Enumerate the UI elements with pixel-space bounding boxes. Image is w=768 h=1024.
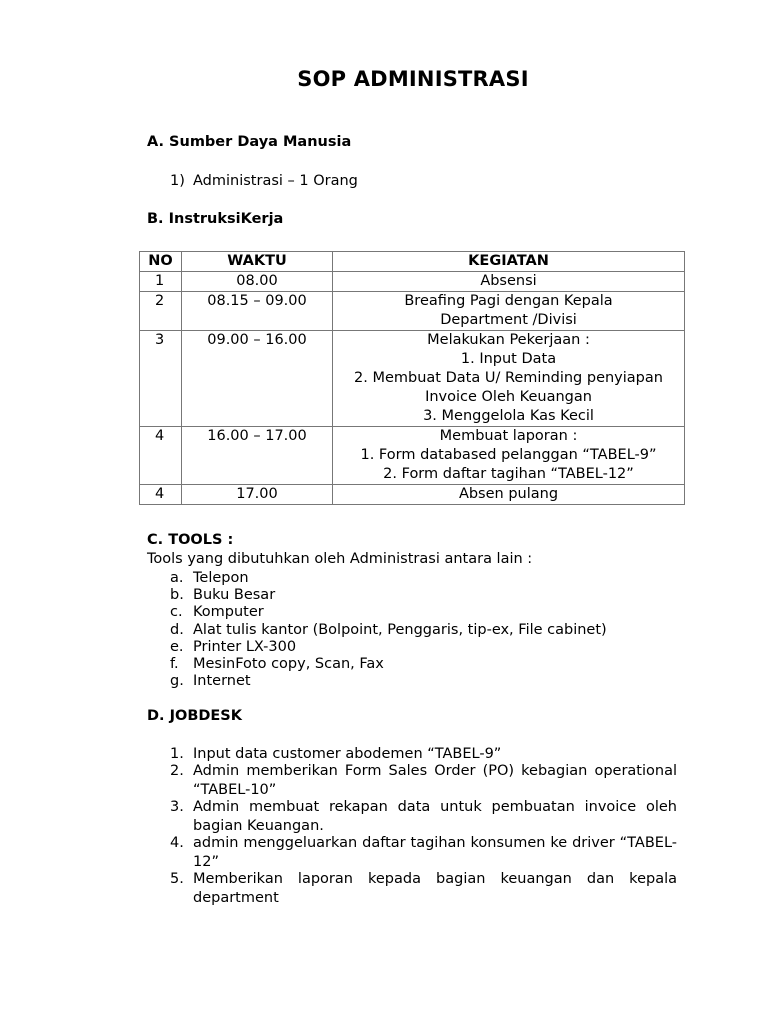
cell-no: 4 xyxy=(140,427,182,485)
list-item xyxy=(170,798,677,836)
list-text: MesinFoto copy, Scan, Fax xyxy=(193,656,384,673)
list-marker: e. xyxy=(170,638,184,655)
section-c-intro: Tools yang dibutuhkan oleh Administrasi antara lain : xyxy=(147,551,533,567)
kegiatan-line: 3. Menggelola Kas Kecil xyxy=(423,408,594,424)
list-marker: 4. xyxy=(170,835,184,851)
table-row xyxy=(140,427,685,485)
cell-kegiatan xyxy=(333,272,685,292)
list-marker: 2. xyxy=(170,763,184,779)
list-item xyxy=(170,870,677,908)
section-a-item: Administrasi – 1 Orang xyxy=(193,173,358,189)
cell-no: 1 xyxy=(140,272,182,292)
kegiatan-line: Department /Divisi xyxy=(440,312,577,328)
table-row xyxy=(140,331,685,427)
kegiatan-line: 1. Input Data xyxy=(460,351,557,367)
list-text: Input data customer abodemen “TABEL-9” xyxy=(193,746,502,762)
instruksi-kerja-table xyxy=(139,251,685,505)
list-marker: d. xyxy=(170,621,184,638)
header-kegiatan: KEGIATAN xyxy=(333,252,685,272)
list-text: Admin memberikan Form Sales Order (PO) kebagian operational “TABEL-10” xyxy=(193,763,677,798)
cell-waktu: 09.00 – 16.00 xyxy=(182,331,333,427)
list-item xyxy=(170,587,607,604)
list-text: admin menggeluarkan daftar tagihan konsumen ke driver “TABEL-12” xyxy=(193,835,677,870)
list-item xyxy=(170,673,607,690)
list-marker: f. xyxy=(170,656,179,673)
cell-no: 3 xyxy=(140,331,182,427)
kegiatan-line: Invoice Oleh Keuangan xyxy=(425,389,592,405)
kegiatan-line: Breafing Pagi dengan Kepala xyxy=(404,293,613,309)
list-item xyxy=(170,762,677,800)
list-text: Komputer xyxy=(193,604,264,621)
cell-no: 4 xyxy=(140,485,182,505)
section-a-heading: A. Sumber Daya Manusia xyxy=(147,134,352,150)
kegiatan-line: Membuat laporan : xyxy=(439,428,578,444)
cell-waktu: 16.00 – 17.00 xyxy=(182,427,333,485)
list-item xyxy=(170,656,607,673)
list-marker: g. xyxy=(170,673,184,690)
kegiatan-line: Melakukan Pekerjaan : xyxy=(427,332,590,348)
table-row xyxy=(140,292,685,331)
header-waktu: WAKTU xyxy=(182,252,333,272)
section-d-heading: D. JOBDESK xyxy=(147,708,242,724)
cell-no: 2 xyxy=(140,292,182,331)
list-marker: 5. xyxy=(170,871,184,887)
list-text: Telepon xyxy=(193,570,249,586)
page-title: SOP ADMINISTRASI xyxy=(297,67,529,91)
list-marker: b. xyxy=(170,587,184,604)
kegiatan-line: 2. Membuat Data U/ Reminding penyiapan xyxy=(354,370,663,386)
list-item xyxy=(170,622,607,639)
kegiatan-line: Absensi xyxy=(480,273,537,289)
cell-kegiatan xyxy=(333,427,685,485)
section-c-heading: C. TOOLS : xyxy=(147,532,234,548)
header-no: NO xyxy=(140,252,182,272)
tools-list xyxy=(170,570,607,690)
cell-kegiatan xyxy=(333,292,685,331)
list-item xyxy=(170,639,607,656)
list-text: Memberikan laporan kepada bagian keuangan dan kepala department xyxy=(193,871,677,906)
kegiatan-line: 2. Form daftar tagihan “TABEL-12” xyxy=(383,466,634,482)
cell-kegiatan xyxy=(333,331,685,427)
list-marker: 3. xyxy=(170,799,184,815)
cell-kegiatan xyxy=(333,485,685,505)
cell-waktu: 08.00 xyxy=(182,272,333,292)
section-b-heading: B. InstruksiKerja xyxy=(147,211,284,227)
list-marker: c. xyxy=(170,604,183,621)
list-marker: a. xyxy=(170,570,184,586)
list-text: Admin membuat rekapan data untuk pembuatan invoice oleh bagian Keuangan. xyxy=(193,799,677,834)
cell-waktu: 08.15 – 09.00 xyxy=(182,292,333,331)
list-item xyxy=(170,570,607,587)
list-item xyxy=(170,604,607,621)
list-item xyxy=(170,834,677,872)
table-header-row xyxy=(140,252,685,272)
kegiatan-line: Absen pulang xyxy=(458,486,559,502)
table-row xyxy=(140,272,685,292)
list-text: Buku Besar xyxy=(193,587,276,604)
list-text: Internet xyxy=(193,673,251,690)
jobdesk-list xyxy=(170,745,677,906)
list-text: Alat tulis kantor (Bolpoint, Penggaris, tip-ex, File cabinet) xyxy=(193,621,607,638)
list-marker: 1. xyxy=(170,746,184,762)
kegiatan-line: 1. Form databased pelanggan “TABEL-9” xyxy=(360,447,657,463)
cell-waktu: 17.00 xyxy=(182,485,333,505)
table-row xyxy=(140,485,685,505)
list-text: Printer LX-300 xyxy=(193,638,297,655)
section-a-item-marker: 1) xyxy=(170,173,185,189)
